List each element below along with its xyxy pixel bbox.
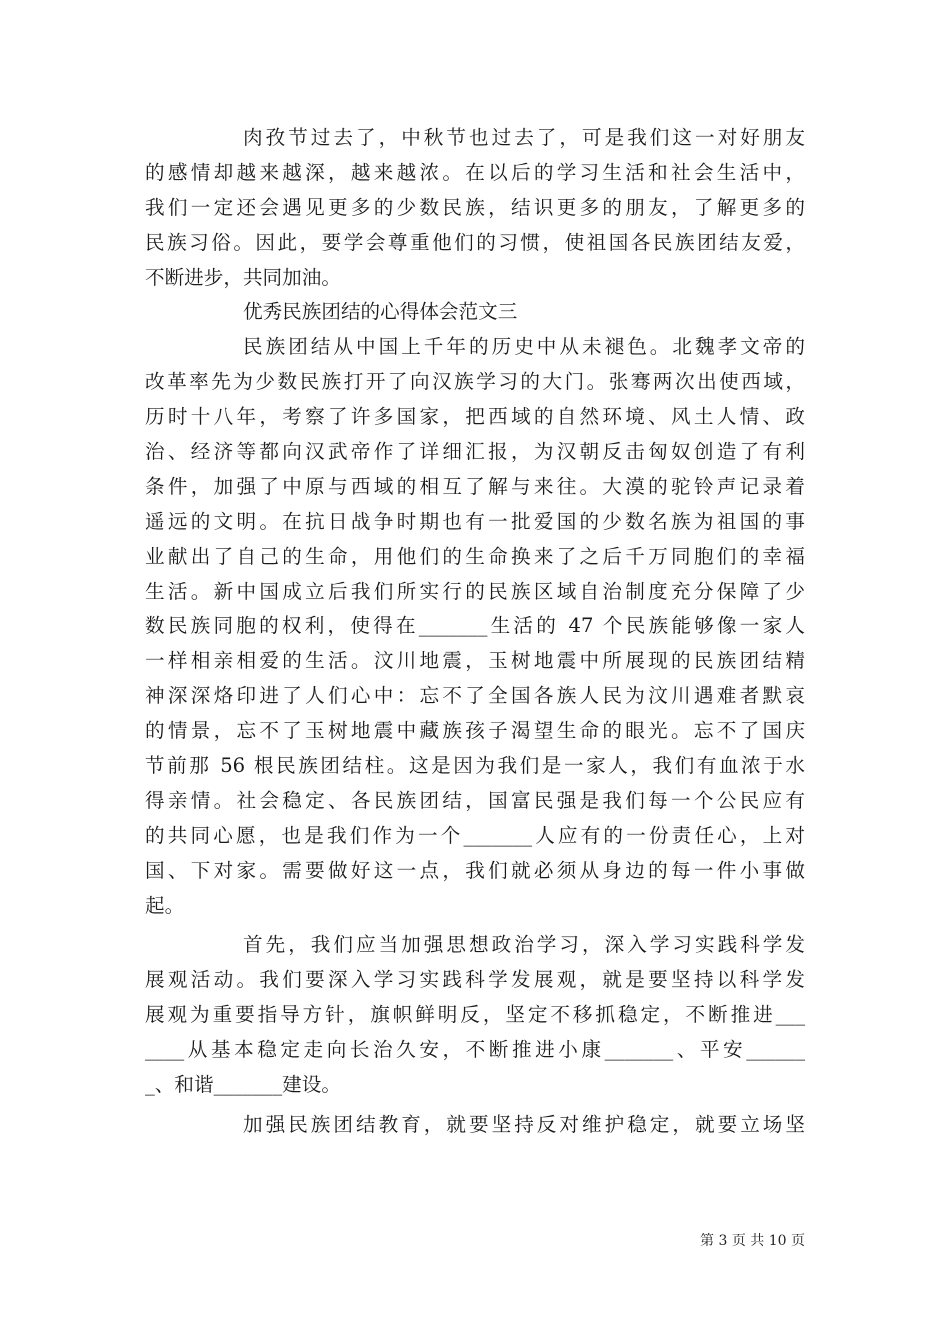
paragraph-line: 得亲情。社会稳定、各民族团结，国富民强是我们每一个公民应有 xyxy=(145,788,805,812)
paragraph-line: 治、经济等都向汉武帝作了详细汇报，为汉朝反击匈奴创造了有利 xyxy=(145,440,805,464)
paragraph-line: 一样相亲相爱的生活。汶川地震，玉树地震中所展现的民族团结精 xyxy=(145,649,805,673)
paragraph-line: 的感情却越来越深，越来越浓。在以后的学习生活和社会生活中， xyxy=(145,160,805,184)
paragraph-line: 遥远的文明。在抗日战争时期也有一批爱国的少数名族为祖国的事 xyxy=(145,509,805,533)
paragraph-line: 国、下对家。需要做好这一点，我们就必须从身边的每一件小事做 xyxy=(145,858,805,882)
page-number: 第 3 页 共 10 页 xyxy=(700,1233,805,1249)
paragraph-line: 的情景，忘不了玉树地震中藏族孩子渴望生命的眼光。忘不了国庆 xyxy=(145,719,805,743)
paragraph-line: 生活。新中国成立后我们所实行的民族区域自治制度充分保障了少 xyxy=(145,579,805,603)
paragraph-line: 民族团结从中国上千年的历史中从未褪色。北魏孝文帝的 xyxy=(243,335,805,359)
paragraph-line: _、和谐_______建设。 xyxy=(145,1073,341,1097)
paragraph-line: 历时十八年，考察了许多国家，把西域的自然环境、风土人情、政 xyxy=(145,405,805,429)
paragraph-line: 肉孜节过去了，中秋节也过去了，可是我们这一对好朋友 xyxy=(243,126,805,149)
paragraph-line: 条件，加强了中原与西域的相互了解与来往。大漠的驼铃声记录着 xyxy=(145,474,805,498)
section-heading: 优秀民族团结的心得体会范文三 xyxy=(243,300,518,324)
paragraph-line: ____从基本稳定走向长治久安，不断推进小康_______、平安______ xyxy=(145,1038,805,1062)
paragraph-line: 展观为重要指导方针，旗帜鲜明反，坚定不移抓稳定，不断推进___ xyxy=(145,1003,805,1027)
paragraph-line: 不断进步，共同加油。 xyxy=(145,265,341,289)
document-body xyxy=(145,121,805,1143)
paragraph-line: 我们一定还会遇见更多的少数民族，结识更多的朋友，了解更多的 xyxy=(145,195,805,219)
paragraph-line: 首先，我们应当加强思想政治学习，深入学习实践科学发 xyxy=(243,933,805,957)
paragraph-line: 改革率先为少数民族打开了向汉族学习的大门。张骞两次出使西域， xyxy=(145,370,805,394)
paragraph-line: 数民族同胞的权利，使得在_______生活的 47 个民族能够像一家人 xyxy=(145,614,805,638)
paragraph-line: 起。 xyxy=(145,893,185,917)
paragraph-line: 民族习俗。因此，要学会尊重他们的习惯，使祖国各民族团结友爱， xyxy=(145,230,805,254)
paragraph-line: 神深深烙印进了人们心中：忘不了全国各族人民为汶川遇难者默哀 xyxy=(145,684,805,708)
paragraph-line: 的共同心愿，也是我们作为一个_______人应有的一份责任心，上对 xyxy=(145,823,805,847)
paragraph-line: 节前那 56 根民族团结柱。这是因为我们是一家人，我们有血浓于水 xyxy=(145,754,805,778)
paragraph-line: 展观活动。我们要深入学习实践科学发展观，就是要坚持以科学发 xyxy=(145,968,805,992)
paragraph-line: 加强民族团结教育，就要坚持反对维护稳定，就要立场坚 xyxy=(243,1112,805,1136)
paragraph-line: 业献出了自己的生命，用他们的生命换来了之后千万同胞们的幸福 xyxy=(145,544,805,568)
